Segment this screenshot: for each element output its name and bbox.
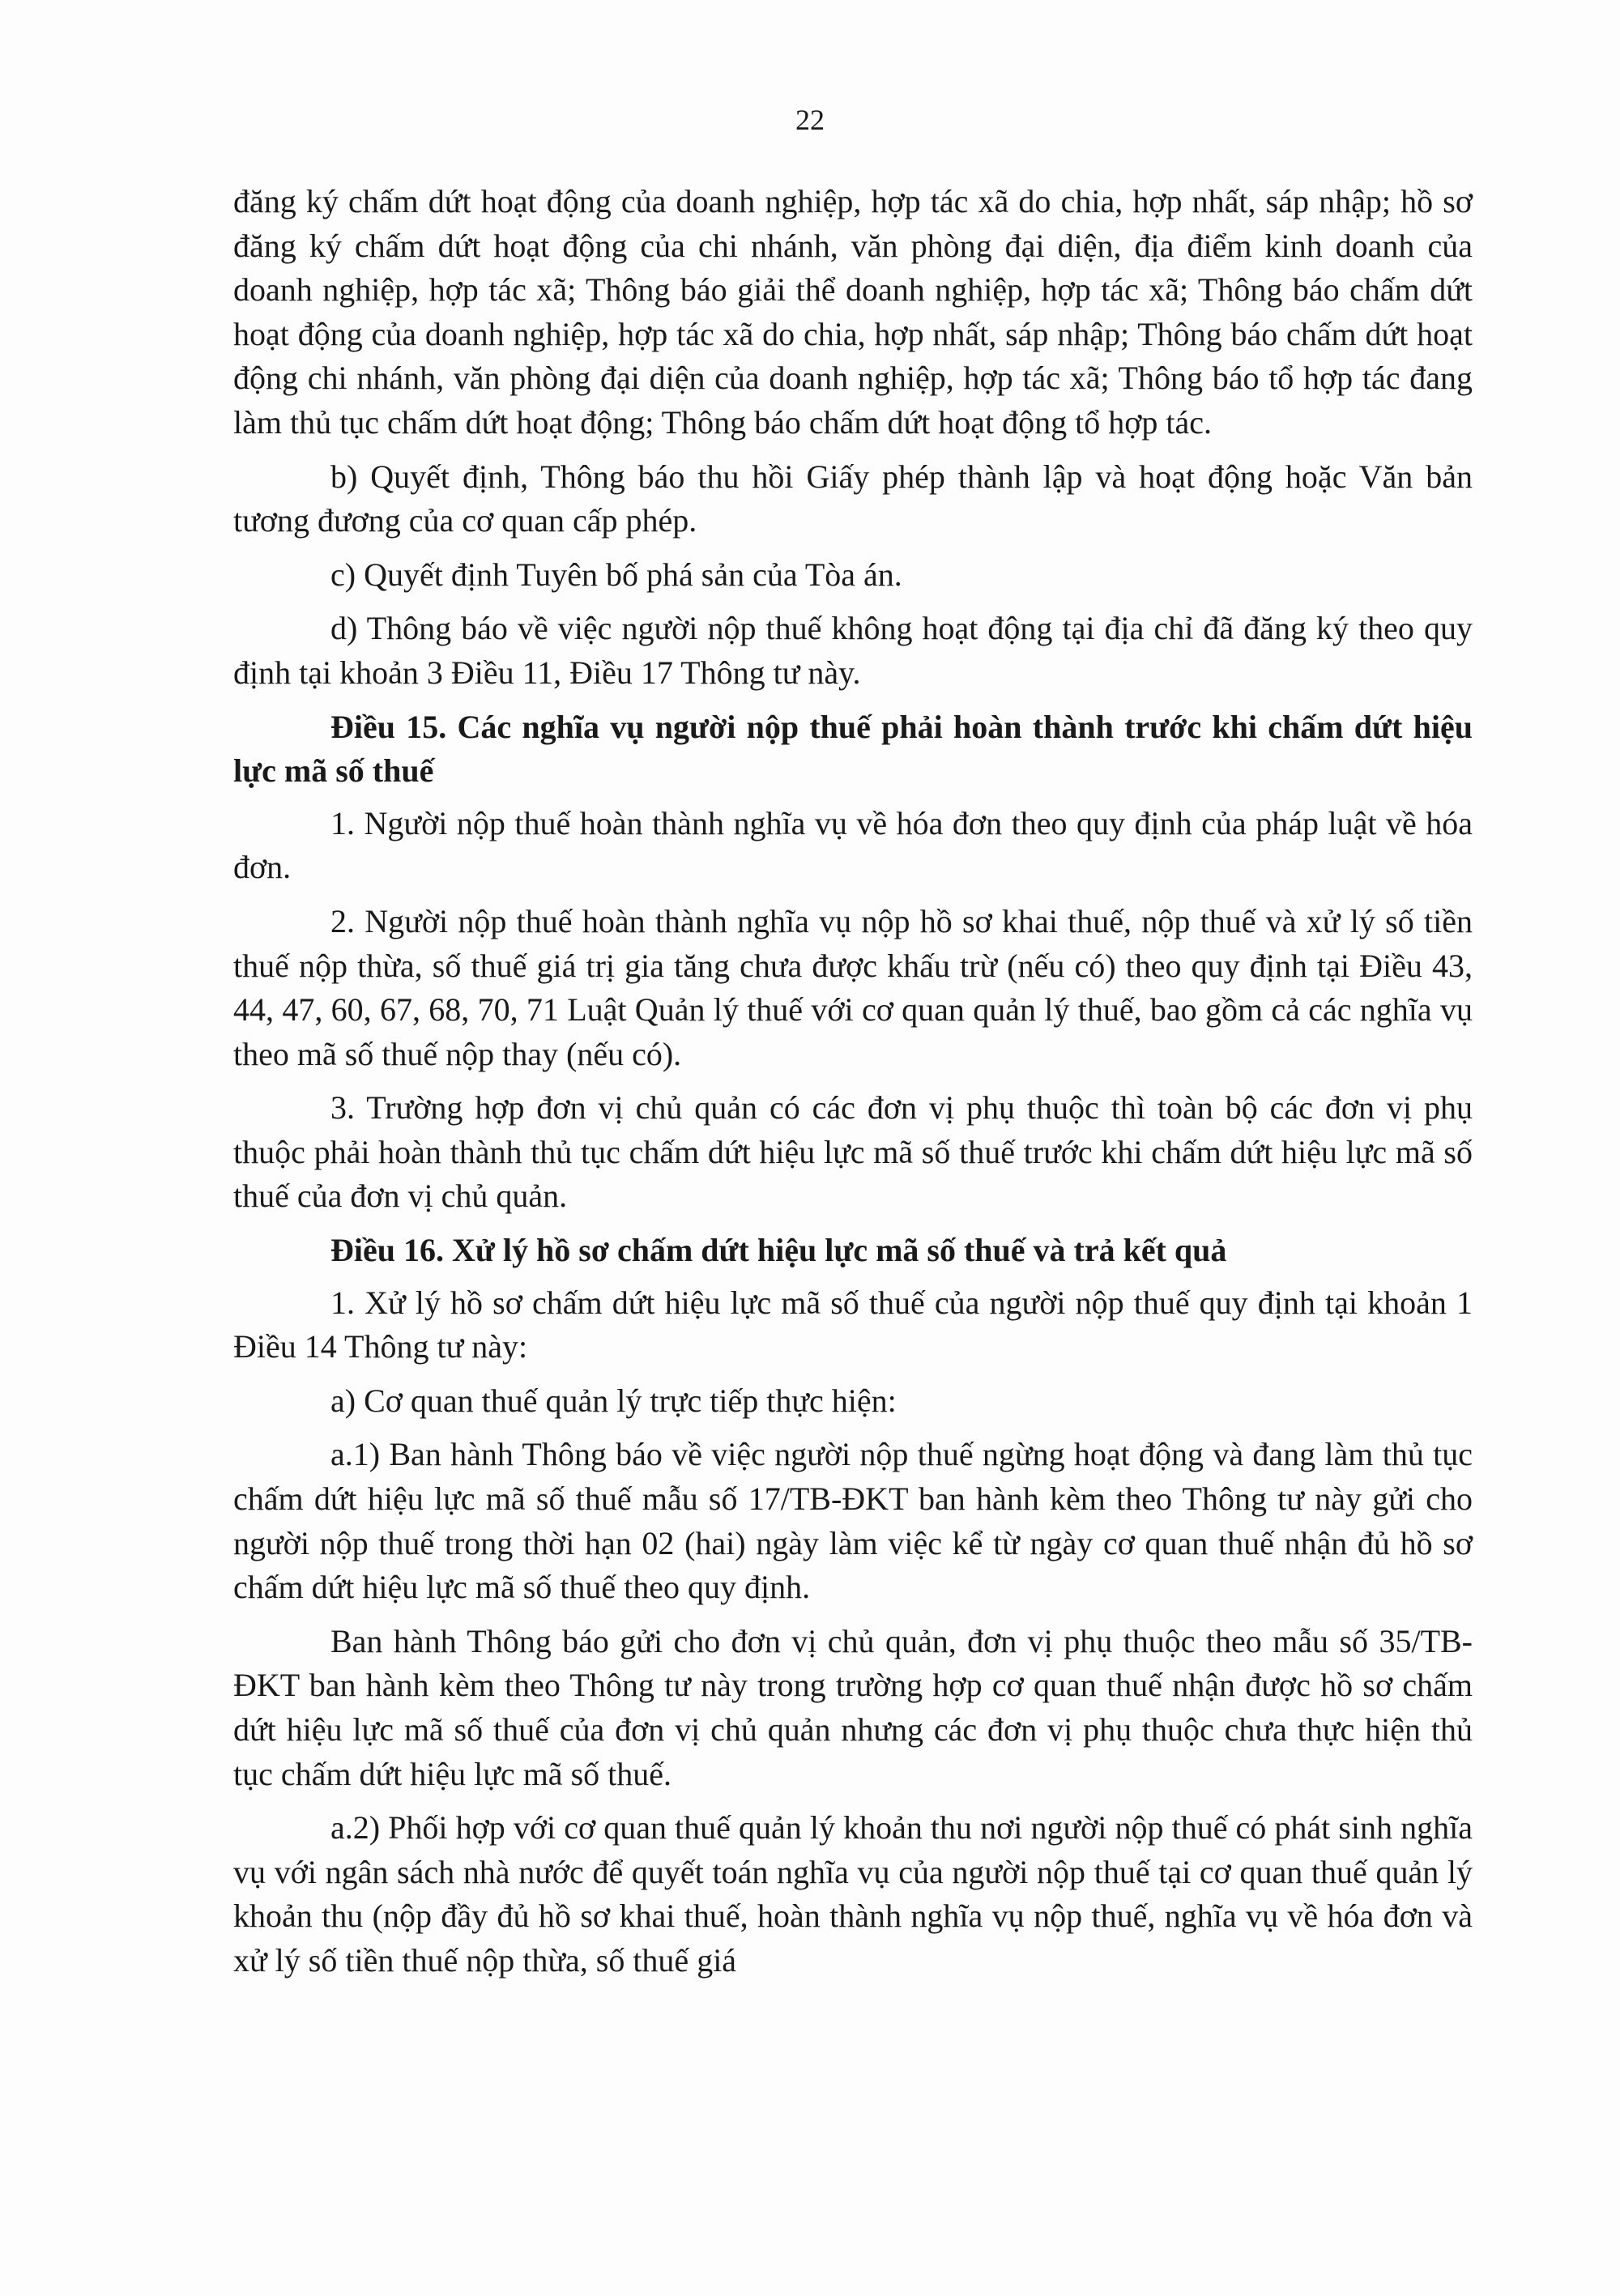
article-16-point-a1: a.1) Ban hành Thông báo về việc người nộp thuế ngừng hoạt động và đang làm thủ tục chấm dứt hiệu lực mã số thuế mẫu số 17/TB-ĐKT ban hành kèm theo Thông tư này gửi cho người nộp thuế trong thời hạn 02 (hai) ngày làm việc kể từ ngày cơ quan thuế nhận đủ hồ sơ chấm dứt hiệu lực mã số thuế theo quy định. bbox=[233, 1436, 1473, 1606]
article-16-clause-1: 1. Xử lý hồ sơ chấm dứt hiệu lực mã số thuế của người nộp thuế quy định tại khoản 1 Điều 14 Thông tư này: bbox=[233, 1284, 1473, 1365]
article-16-point-a: a) Cơ quan thuế quản lý trực tiếp thực hiện: bbox=[330, 1382, 897, 1419]
article-15-heading: Điều 15. Các nghĩa vụ người nộp thuế phải hoàn thành trước khi chấm dứt hiệu lực mã số thuế bbox=[233, 708, 1473, 790]
article-16-point-a2: a.2) Phối hợp với cơ quan thuế quản lý khoản thu nơi người nộp thuế có phát sinh nghĩa vụ với ngân sách nhà nước để quyết toán nghĩa vụ của người nộp thuế tại cơ quan thuế quản lý khoản thu (nộp đầy đủ hồ sơ khai thuế, hoàn thành nghĩa vụ nộp thuế, nghĩa vụ về hóa đơn và xử lý số tiền thuế nộp thừa, số thuế giá bbox=[233, 1809, 1473, 1979]
page-number: 22 bbox=[795, 104, 825, 136]
paragraph-point-c: c) Quyết định Tuyên bố phá sản của Tòa án. bbox=[330, 556, 902, 593]
paragraph-point-d: d) Thông báo về việc người nộp thuế không hoạt động tại địa chỉ đã đăng ký theo quy định tại khoản 3 Điều 11, Điều 17 Thông tư này. bbox=[233, 610, 1473, 691]
paragraph-continuation: đăng ký chấm dứt hoạt động của doanh nghiệp, hợp tác xã do chia, hợp nhất, sáp nhập; hồ sơ đăng ký chấm dứt hoạt động của chi nhánh, văn phòng đại diện, địa điểm kinh doanh của doanh nghiệp, hợp tác xã; Thông báo giải thể doanh nghiệp, hợp tác xã; Thông báo chấm dứt hoạt động của doanh nghiệp, hợp tác xã do chia, hợp nhất, sáp nhập; Thông báo chấm dứt hoạt động chi nhánh, văn phòng đại diện của doanh nghiệp, hợp tác xã; Thông báo tổ hợp tác đang làm thủ tục chấm dứt hoạt động; Thông báo chấm dứt hoạt động tổ hợp tác. bbox=[233, 183, 1473, 441]
article-15-clause-1: 1. Người nộp thuế hoàn thành nghĩa vụ về hóa đơn theo quy định của pháp luật về hóa đơn. bbox=[233, 804, 1473, 886]
article-15-clause-3: 3. Trường hợp đơn vị chủ quản có các đơn vị phụ thuộc thì toàn bộ các đơn vị phụ thuộc phải hoàn thành thủ tục chấm dứt hiệu lực mã số thuế trước khi chấm dứt hiệu lực mã số thuế của đơn vị chủ quản. bbox=[233, 1089, 1473, 1215]
article-16-heading: Điều 16. Xử lý hồ sơ chấm dứt hiệu lực mã số thuế và trả kết quả bbox=[330, 1232, 1227, 1269]
article-15-clause-2: 2. Người nộp thuế hoàn thành nghĩa vụ nộp hồ sơ khai thuế, nộp thuế và xử lý số tiền thuế nộp thừa, số thuế giá trị gia tăng chưa được khấu trừ (nếu có) theo quy định tại Điều 43, 44, 47, 60, 67, 68, 70, 71 Luật Quản lý thuế với cơ quan quản lý thuế, bao gồm cả các nghĩa vụ theo mã số thuế nộp thay (nếu có). bbox=[233, 902, 1473, 1072]
document-body bbox=[233, 180, 1473, 1993]
paragraph-point-b: b) Quyết định, Thông báo thu hồi Giấy phép thành lập và hoạt động hoặc Văn bản tương đương của cơ quan cấp phép. bbox=[233, 458, 1473, 539]
article-16-point-a1-notice: Ban hành Thông báo gửi cho đơn vị chủ quản, đơn vị phụ thuộc theo mẫu số 35/TB-ĐKT ban hành kèm theo Thông tư này trong trường hợp cơ quan thuế nhận được hồ sơ chấm dứt hiệu lực mã số thuế của đơn vị chủ quản nhưng các đơn vị phụ thuộc chưa thực hiện thủ tục chấm dứt hiệu lực mã số thuế. bbox=[233, 1622, 1473, 1792]
